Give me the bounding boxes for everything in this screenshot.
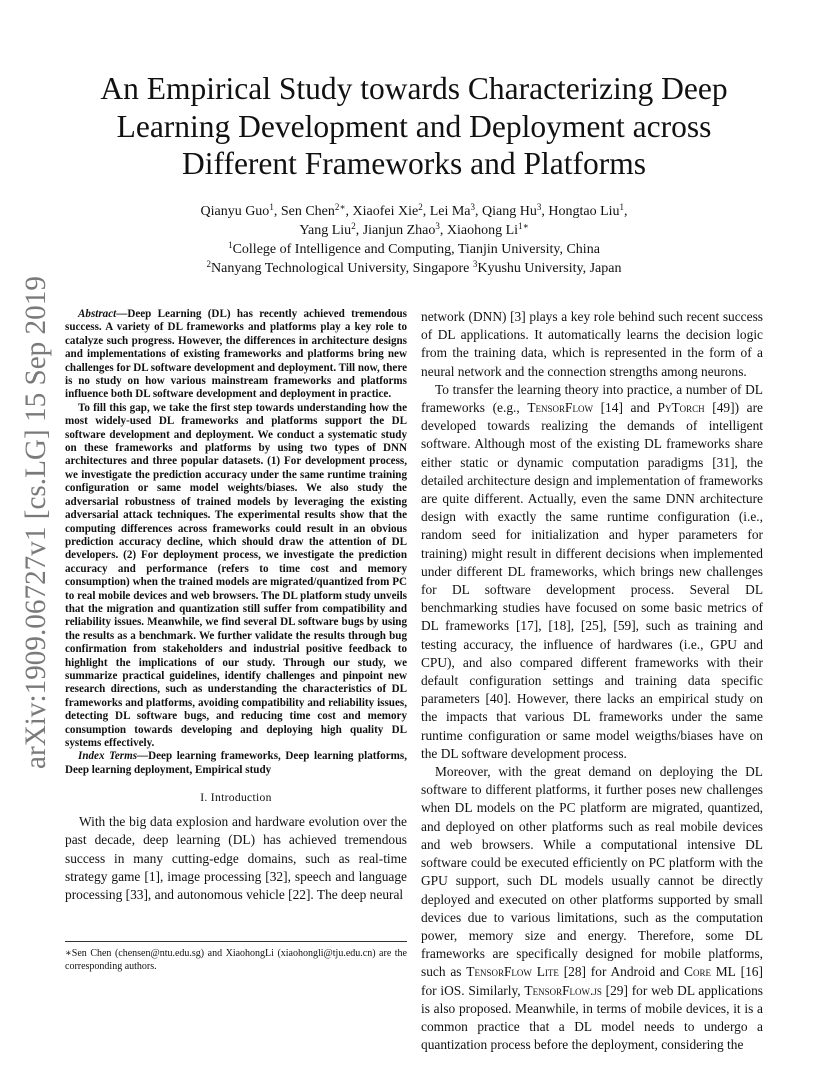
affiliation-text: College of Intelligence and Computing, Tianjin University, China [232,242,600,257]
left-column [65,308,407,904]
framework-name: PyTorch [657,400,705,416]
arxiv-identifier-text: arXiv:1909.06727v1 [cs.LG] 15 Sep 2019 [19,276,52,769]
author-name: , Sen Chen [273,204,335,219]
framework-name: TensorFlow.js [524,982,602,998]
body-text: [14] and [592,400,658,416]
author-name: , Xiaohong Li [439,223,519,238]
author-name: , Xiaofei Xie [345,204,419,219]
affiliation-marker: 2 [351,221,356,231]
body-text: Moreover, with the great demand on deploying the DL software to different platforms, it further poses new challenges when DL models on the PC platform are migrated, quantized, and deployed on other platforms such as real mobile devices and web browsers. While a computational intensive DL software could be executed efficiently on PC platform with the GPU support, such DL models usually cannot be directly deployed and executed on other platforms supported by small devices due to various limitations, such as the computation power, memory size and energy. Therefore, some DL frameworks are specifically designed for mobile platforms, such as [421,764,763,980]
affiliation-marker: 3 [536,202,542,212]
affiliation-line-2 [90,259,738,278]
affiliation-marker: 1 [228,240,233,250]
abstract-heading: Abstract [78,308,117,320]
affiliation-marker: 1∗ [518,221,529,231]
author-line-1 [90,202,738,221]
section-heading-introduction: I. Introduction [200,791,272,805]
author-name: Qianyu Guo [200,204,270,219]
index-terms-heading: Index Terms [78,750,138,763]
body-text: [29] for web DL applications is also proposed. Meanwhile, in terms of mobile devices, it is a common practice that a DL model needs to undergo a quantization process before the deployment, considering the [421,982,763,1053]
affiliation-marker: 3 [472,259,478,269]
framework-name: Core ML [684,964,736,980]
affiliation-text: Nanyang Technological University, Singapore [211,261,473,276]
author-name: Yang Liu [299,223,352,238]
affiliation-marker: 1 [619,202,625,212]
affiliation-line-1 [90,240,738,259]
affiliation-marker: 2 [206,259,211,269]
author-block [90,202,738,278]
body-paragraph-2 [421,381,763,763]
author-separator: , [624,204,628,219]
paper-title: An Empirical Study towards Characterizing Deep Learning Development and Deployment across Different Frameworks and Platforms [100,71,728,181]
affiliation-marker: 3 [435,221,440,231]
body-text: To transfer the learning theory into practice, a number of DL frameworks (e.g., [421,381,763,416]
author-name: , Jianjun Zhao [355,223,436,238]
arxiv-identifier [19,276,52,769]
affiliation-marker: 2 [418,202,423,212]
framework-name: TensorFlow [527,400,593,416]
abstract-paragraph-1 [65,308,407,402]
author-name: , Qiang Hu [475,204,537,219]
affiliation-marker: 2∗ [334,202,346,212]
framework-name: TensorFlow Lite [466,964,559,980]
body-text: [28] for Android and [558,964,685,980]
footnote [65,941,407,973]
index-terms-text: —Deep learning frameworks, Deep learning platforms, Deep learning deployment, Empirical study [65,750,407,776]
author-line-2 [90,221,738,240]
index-terms [65,750,407,777]
abstract-text: —Deep Learning (DL) has recently achieved tremendous success. A variety of DL frameworks and platforms play a key role to catalyze such progress. However, the differences in architecture designs and implementations of existing frameworks and platforms bring new challenges for DL software development and deployment. Till now, there is no study on how various mainstream frameworks and platforms influence both DL software development and deployment in practice. [65,308,407,401]
body-text: [49]) are developed towards realizing the demands of intelligent software. Although most of the existing DL frameworks share either static or dynamic computation paradigms [31], the detailed architecture design and implementation of frameworks are quite different. Actually, even the same DNN architecture design with exactly the same runtime configuration (i.e., random seed for initialization and hyper parameters for training) might result in different decisions when implemented under different DL frameworks, which brings new challenges for DL software development process. Several DL benchmarking studies have focused on some basic metrics of DL frameworks [17], [18], [25], [59], such as training and testing accuracy, the influence of hardwares (i.e., GPU and CPU), and also compared different frameworks with their default configuration settings and training data specific parameters [40]. However, there lacks an empirical study on the impacts that various DL frameworks under the same runtime configuration or same model weigths/biases have on the DL software development process. [421,400,764,761]
affiliation-marker: 3 [470,202,476,212]
affiliation-marker: 1 [269,202,274,212]
footnote-text: ∗Sen Chen (chensen@ntu.edu.sg) and XiaohongLi (xiaohongli@tju.edu.cn) are the corresponding authors. [65,948,407,972]
intro-paragraph-1: With the big data explosion and hardware evolution over the past decade, deep learning (DL) has achieved tremendous success in many cutting-edge domains, such as real-time strategy game [1], image processing [32], speech and language processing [33], and autonomous vehicle [22]. The deep neural [65,814,407,903]
right-column [421,308,763,1054]
body-paragraph-3 [421,763,763,1054]
author-name: , Hongtao Liu [541,204,620,219]
author-name: , Lei Ma [422,204,471,219]
body-paragraph-1: network (DNN) [3] plays a key role behind such recent success of DL applications. It automatically learns the decision logic from the training data, which is represented in the form of a neural network and the connection strengths among neurons. [421,309,763,379]
abstract-paragraph-2: To fill this gap, we take the first step towards understanding how the most widely-used DL frameworks and platforms support the DL software development and deployment. We conduct a systematic study on these frameworks and platforms by using two types of DNN architectures and three popular datasets. (1) For development process, we investigate the prediction accuracy under the same runtime training configuration or same model weights/biases. We also study the adversarial robustness of trained models by leveraging the existing adversarial attack techniques. The experimental results show that the computing differences across frameworks could result in an obvious prediction accuracy decline, which should draw the attention of DL developers. (2) For deployment process, we investigate the prediction accuracy and performance (refers to time cost and memory consumption) when the trained models are migrated/quantized from PC to real mobile devices and web browsers. The DL platform study unveils that the migration and quantization still suffer from compatibility and reliability issues. Meanwhile, we find several DL software bugs by using the results as a benchmark. We further validate the results through bug confirmation from stakeholders and industrial positive feedback to highlight the implications of our study. Through our study, we summarize practical guidelines, identify challenges and pinpoint new research directions, such as understanding the characteristics of DL frameworks and platforms, avoiding compatibility and reliability issues, detecting DL software bugs, and reducing time cost and memory consumption towards developing and deploying high quality DL systems effectively. [65,401,407,749]
affiliation-text: Kyushu University, Japan [477,261,622,276]
body-text: [16] for iOS. Similarly, [421,964,763,998]
